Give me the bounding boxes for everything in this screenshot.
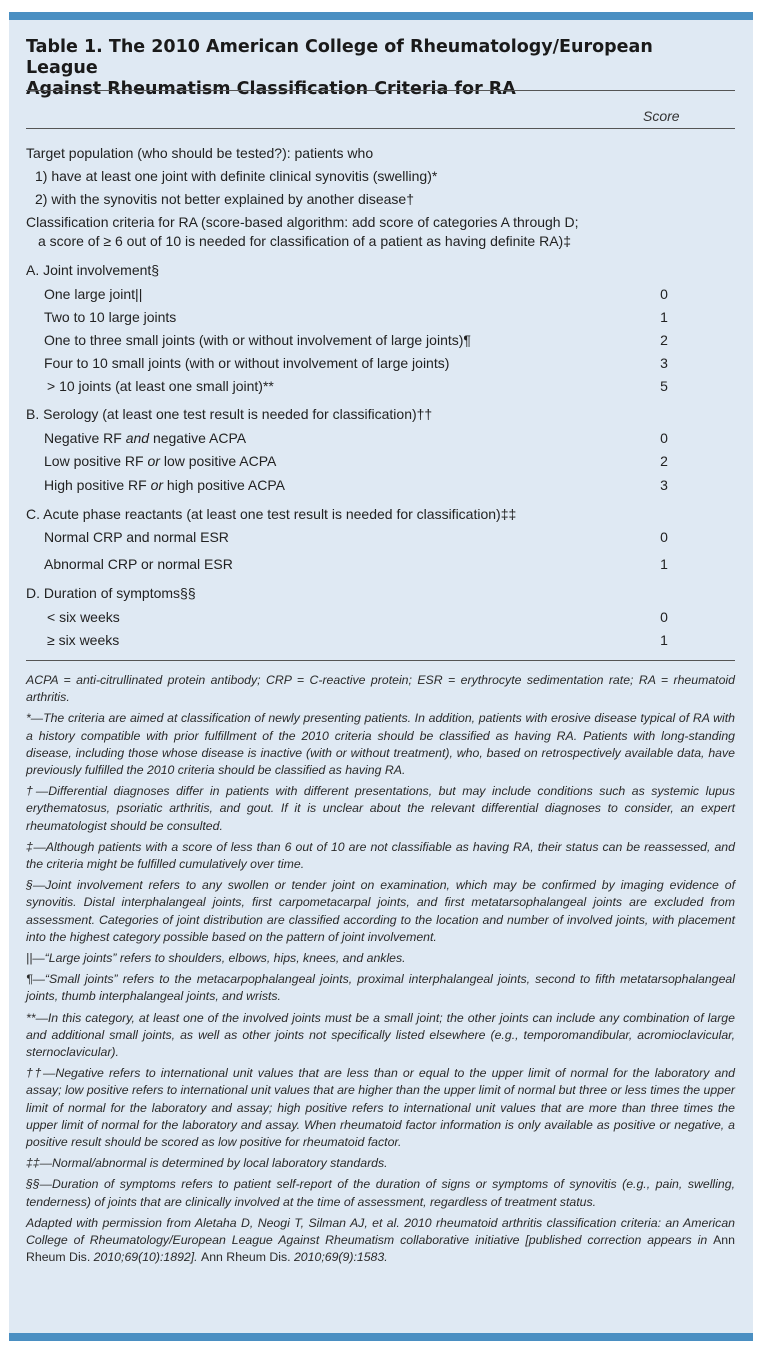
section-d-item-label: < six weeks [47, 609, 120, 625]
classification-note-1: Classification criteria for RA (score-based algorithm: add score of categories A through D; [26, 214, 579, 230]
section-c-item-score: 0 [660, 529, 668, 545]
section-a-item-label: Four to 10 small joints (with or without involvement of large joints) [44, 355, 450, 371]
footnote-section: §—Joint involvement refers to any swollen or tender joint on examination, which may be confirmed by imaging evidence of synovitis. Distal interphalangeal joints, first carpometacarpal joints, and first metatarsophalangeal joints are excluded from assessment. Categories of joint distribution are classified according to the location and number of involved joints, with placement into the highest category possible based on the pattern of joint involvement. [26, 878, 735, 944]
section-a-heading: A. Joint involvement§ [26, 262, 160, 278]
target-criterion-1: 1) have at least one joint with definite clinical synovitis (swelling)* [35, 168, 438, 184]
title-rule [26, 90, 735, 91]
footnote-dagger: †—Differential diagnoses differ in patients with different presentations, but may include conditions such as systemic lupus erythematosus, psoriatic arthritis, and gout. If it is unclear about the relevant differential diagnoses to consider, an expert rheumatologist should be consulted. [26, 784, 735, 833]
title-line-2: Against Rheumatism Classification Criteria for RA [26, 79, 516, 99]
section-a-item-label: Two to 10 large joints [44, 309, 177, 325]
section-a-item-score: 1 [660, 309, 668, 325]
footnote-double-ddagger-pair: ‡‡—Normal/abnormal is determined by local laboratory standards. [26, 1156, 388, 1171]
section-d-heading: D. Duration of symptoms§§ [26, 585, 196, 601]
bottom-accent-bar [9, 1333, 753, 1341]
table-bottom-rule [26, 660, 735, 661]
section-a-item-label: One large joint|| [44, 286, 143, 302]
footnote-double-dagger-pair: ††—Negative refers to international unit values that are less than or equal to the upper limit of normal for the laboratory and assay; low positive refers to international unit values that are higher than the upper limit of normal but three or less times the upper limit of normal for the laboratory and assay; high positive refers to international unit values that are more than three times the upper limit of normal for the laboratory and assay. When rheumatoid factor information is only available as positive or negative, a positive result should be scored as low positive for rheumatoid factor. [26, 1066, 735, 1150]
section-d-item-score: 0 [660, 609, 668, 625]
section-a-item-label: One to three small joints (with or without involvement of large joints)¶ [44, 332, 471, 348]
classification-note-2: a score of ≥ 6 out of 10 is needed for classification of a patient as having definite RA)‡ [38, 233, 571, 249]
section-c-item-label: Normal CRP and normal ESR [44, 529, 229, 545]
section-a-item-score: 2 [660, 332, 668, 348]
section-b-item-label: Negative RF and negative ACPA [44, 430, 247, 446]
target-criterion-2: 2) with the synovitis not better explained by another disease† [35, 191, 415, 207]
top-accent-bar [9, 12, 753, 20]
section-a-item-score: 3 [660, 355, 668, 371]
footnote-double-star: **—In this category, at least one of the involved joints must be a small joint; the other joints can include any combination of large and additional small joints, as well as other joints not specifically listed elsewhere (e.g., temporomandibular, acromioclavicular, sternoclavicular). [26, 1010, 735, 1060]
target-population: Target population (who should be tested?): patients who [26, 145, 374, 161]
footnote-abbreviations: ACPA = anti-citrullinated protein antibody; CRP = C-reactive protein; ESR = erythrocyte sedimentation rate; RA = rheumatoid arthritis. [26, 673, 735, 705]
footnote-double-section: §§—Duration of symptoms refers to patient self-report of the duration of signs or symptoms of synovitis (e.g., pain, swelling, tenderness) of joints that are clinically involved at the time of assessment, regardless of treatment status. [26, 1177, 735, 1209]
header-rule [26, 128, 735, 129]
section-d-item-score: 1 [660, 632, 668, 648]
section-b-item-score: 2 [660, 453, 668, 469]
section-c-heading: C. Acute phase reactants (at least one test result is needed for classification)‡‡ [26, 506, 517, 522]
section-b-item-score: 0 [660, 430, 668, 446]
footnote-pilcrow: ¶—“Small joints” refers to the metacarpophalangeal joints, proximal interphalangeal joints, second to fifth metatarsophalangeal joints, thumb interphalangeal joints, and wrists. [26, 972, 735, 1004]
table-panel [9, 20, 753, 1333]
section-c-item-label: Abnormal CRP or normal ESR [44, 556, 233, 572]
section-a-item-label: > 10 joints (at least one small joint)** [47, 378, 274, 394]
section-b-item-label: High positive RF or high positive ACPA [44, 477, 285, 493]
footnote-double-dagger: ‡—Although patients with a score of less than 6 out of 10 are not classifiable as having RA, their status can be reassessed, and the criteria might be fulfilled cumulatively over time. [26, 839, 735, 872]
section-a-item-score: 0 [660, 286, 668, 302]
footnotes [26, 672, 735, 1271]
section-b-item-score: 3 [660, 477, 668, 493]
section-a-item-score: 5 [660, 378, 668, 394]
section-b-item-label: Low positive RF or low positive ACPA [44, 453, 277, 469]
section-c-item-score: 1 [660, 556, 668, 572]
title-line-1: Table 1. The 2010 American College of Rheumatology/European League [26, 37, 653, 78]
page [9, 0, 753, 1350]
source-citation: Adapted with permission from Aletaha D, Neogi T, Silman AJ, et al. 2010 rheumatoid arthritis classification criteria: an American College of Rheumatology/European League Against Rheumatism collaborative initiative [published correction appears in Ann Rheum Dis. 2010;69(10):1892]. Ann Rheum Dis. 2010;69(9):1583. [26, 1215, 735, 1265]
footnote-parallel: ||—“Large joints” refers to shoulders, elbows, hips, knees, and ankles. [26, 951, 406, 966]
section-b-heading: B. Serology (at least one test result is needed for classification)†† [26, 406, 433, 422]
score-column-header: Score [643, 108, 680, 124]
footnote-star: *—The criteria are aimed at classification of newly presenting patients. In addition, patients with erosive disease typical of RA with a history compatible with prior fulfillment of the 2010 criteria should be classified as having RA. Patients with long-standing disease, including those whose disease is inactive (with or without treatment), who, based on retrospectively available data, have previously fulfilled the 2010 criteria should be classified as having RA. [26, 711, 735, 778]
section-d-item-label: ≥ six weeks [47, 632, 120, 648]
